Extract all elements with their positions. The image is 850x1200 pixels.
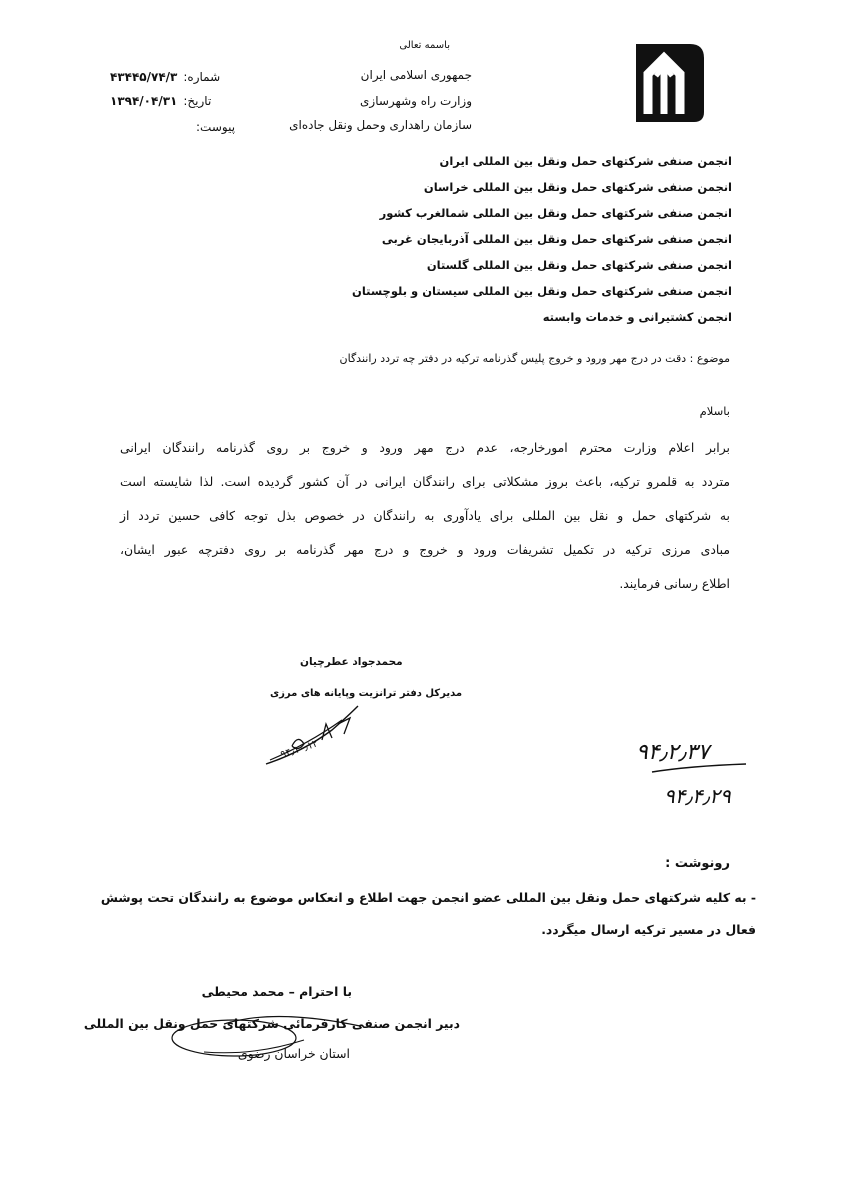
invocation-text: باسمه تعالی bbox=[399, 40, 450, 51]
letter-date bbox=[110, 94, 211, 108]
signatory-name: محمدجواد عطرچیان bbox=[300, 656, 403, 668]
cc-title: رونوشت : bbox=[665, 856, 730, 871]
signature-date: ۹۴٫۱۰٫۱۲ bbox=[279, 738, 320, 761]
handwritten-underline-icon bbox=[650, 762, 750, 776]
handwritten-date: ۹۴٫۲٫۳۷ bbox=[636, 740, 710, 765]
recipient-line: انجمن صنفی شرکتهای حمل ونقل بین المللی ایران bbox=[439, 154, 732, 168]
salutation: باسلام bbox=[699, 404, 730, 418]
recipient-line: انجمن صنفی شرکتهای حمل ونقل بین المللی سیستان و بلوچستان bbox=[352, 284, 732, 298]
organization-text: سازمان راهداری وحمل ونقل جاده‌ای bbox=[289, 118, 472, 132]
recipient-line: انجمن صنفی شرکتهای حمل ونقل بین المللی گلستان bbox=[426, 258, 732, 272]
body-line: مبادی مرزی ترکیه در تکمیل تشریفات ورود و خروج و درج مهر گذرنامه بر روی دفترچه عبور ایشان، bbox=[120, 542, 730, 557]
subject-line: موضوع : دقت در درج مهر ورود و خروج پلیس گذرنامه ترکیه در دفتر چه تردد رانندگان bbox=[339, 352, 730, 365]
letter-number bbox=[110, 70, 220, 84]
body-line: اطلاع رسانی فرمایند. bbox=[619, 576, 730, 591]
ministry-logo-icon bbox=[628, 40, 708, 126]
recipient-line: انجمن صنفی شرکتهای حمل ونقل بین المللی آذربایجان غربی bbox=[381, 232, 732, 246]
recipient-line: انجمن کشتیرانی و خدمات وابسته bbox=[542, 310, 732, 324]
body-line: به شرکتهای حمل و نقل بین المللی برای یادآوری به رانندگان در خصوص بذل توجه کافی حسین تردد از bbox=[120, 508, 730, 523]
province-line: استان خراسان رضوی bbox=[237, 1046, 350, 1061]
republic-text: جمهوری اسلامی ایران bbox=[360, 68, 472, 82]
recipient-line: انجمن صنفی شرکتهای حمل ونقل بین المللی شمالغرب کشور bbox=[379, 206, 732, 220]
cc-line: فعال در مسیر ترکیه ارسال میگردد. bbox=[541, 922, 756, 937]
body-line: متردد به قلمرو ترکیه، باعث بروز مشکلاتی برای رانندگان ایرانی در آن کشور گردیده است. لذا شایسته است bbox=[120, 474, 730, 489]
recipient-line: انجمن صنفی شرکتهای حمل ونقل بین المللی خراسان bbox=[423, 180, 732, 194]
number-label: شماره: bbox=[183, 70, 221, 84]
handwritten-date: ۹۴٫۴٫۲۹ bbox=[664, 784, 731, 808]
footer-signature-icon bbox=[164, 1004, 364, 1064]
signatory-title: مدیرکل دفتر ترانزیت وپایانه های مرزی bbox=[270, 688, 463, 699]
position-line: دبیر انجمن صنفی کارفرمائی شرکتهای حمل ونقل بین المللی bbox=[83, 1016, 460, 1031]
date-label: تاریخ: bbox=[183, 94, 212, 108]
body-line: برابر اعلام وزارت محترم امورخارجه، عدم درج مهر ورود و خروج بر روی گذرنامه رانندگان ایرانی bbox=[120, 440, 730, 455]
cc-line: - به کلیه شرکتهای حمل ونقل بین المللی عضو انجمن جهت اطلاع و انعکاس موضوع به رانندگان تحت پوشش bbox=[100, 890, 756, 905]
signature-scribble-icon bbox=[262, 700, 372, 770]
number-value: ۴۳۴۴۵/۷۴/۳ bbox=[110, 70, 178, 84]
attachment-label: پیوست: bbox=[196, 120, 236, 134]
date-value: ۱۳۹۴/۰۴/۳۱ bbox=[110, 94, 178, 108]
ministry-text: وزارت راه وشهرسازی bbox=[360, 94, 472, 108]
regards-line: با احترام – محمد محیطی bbox=[201, 984, 352, 999]
